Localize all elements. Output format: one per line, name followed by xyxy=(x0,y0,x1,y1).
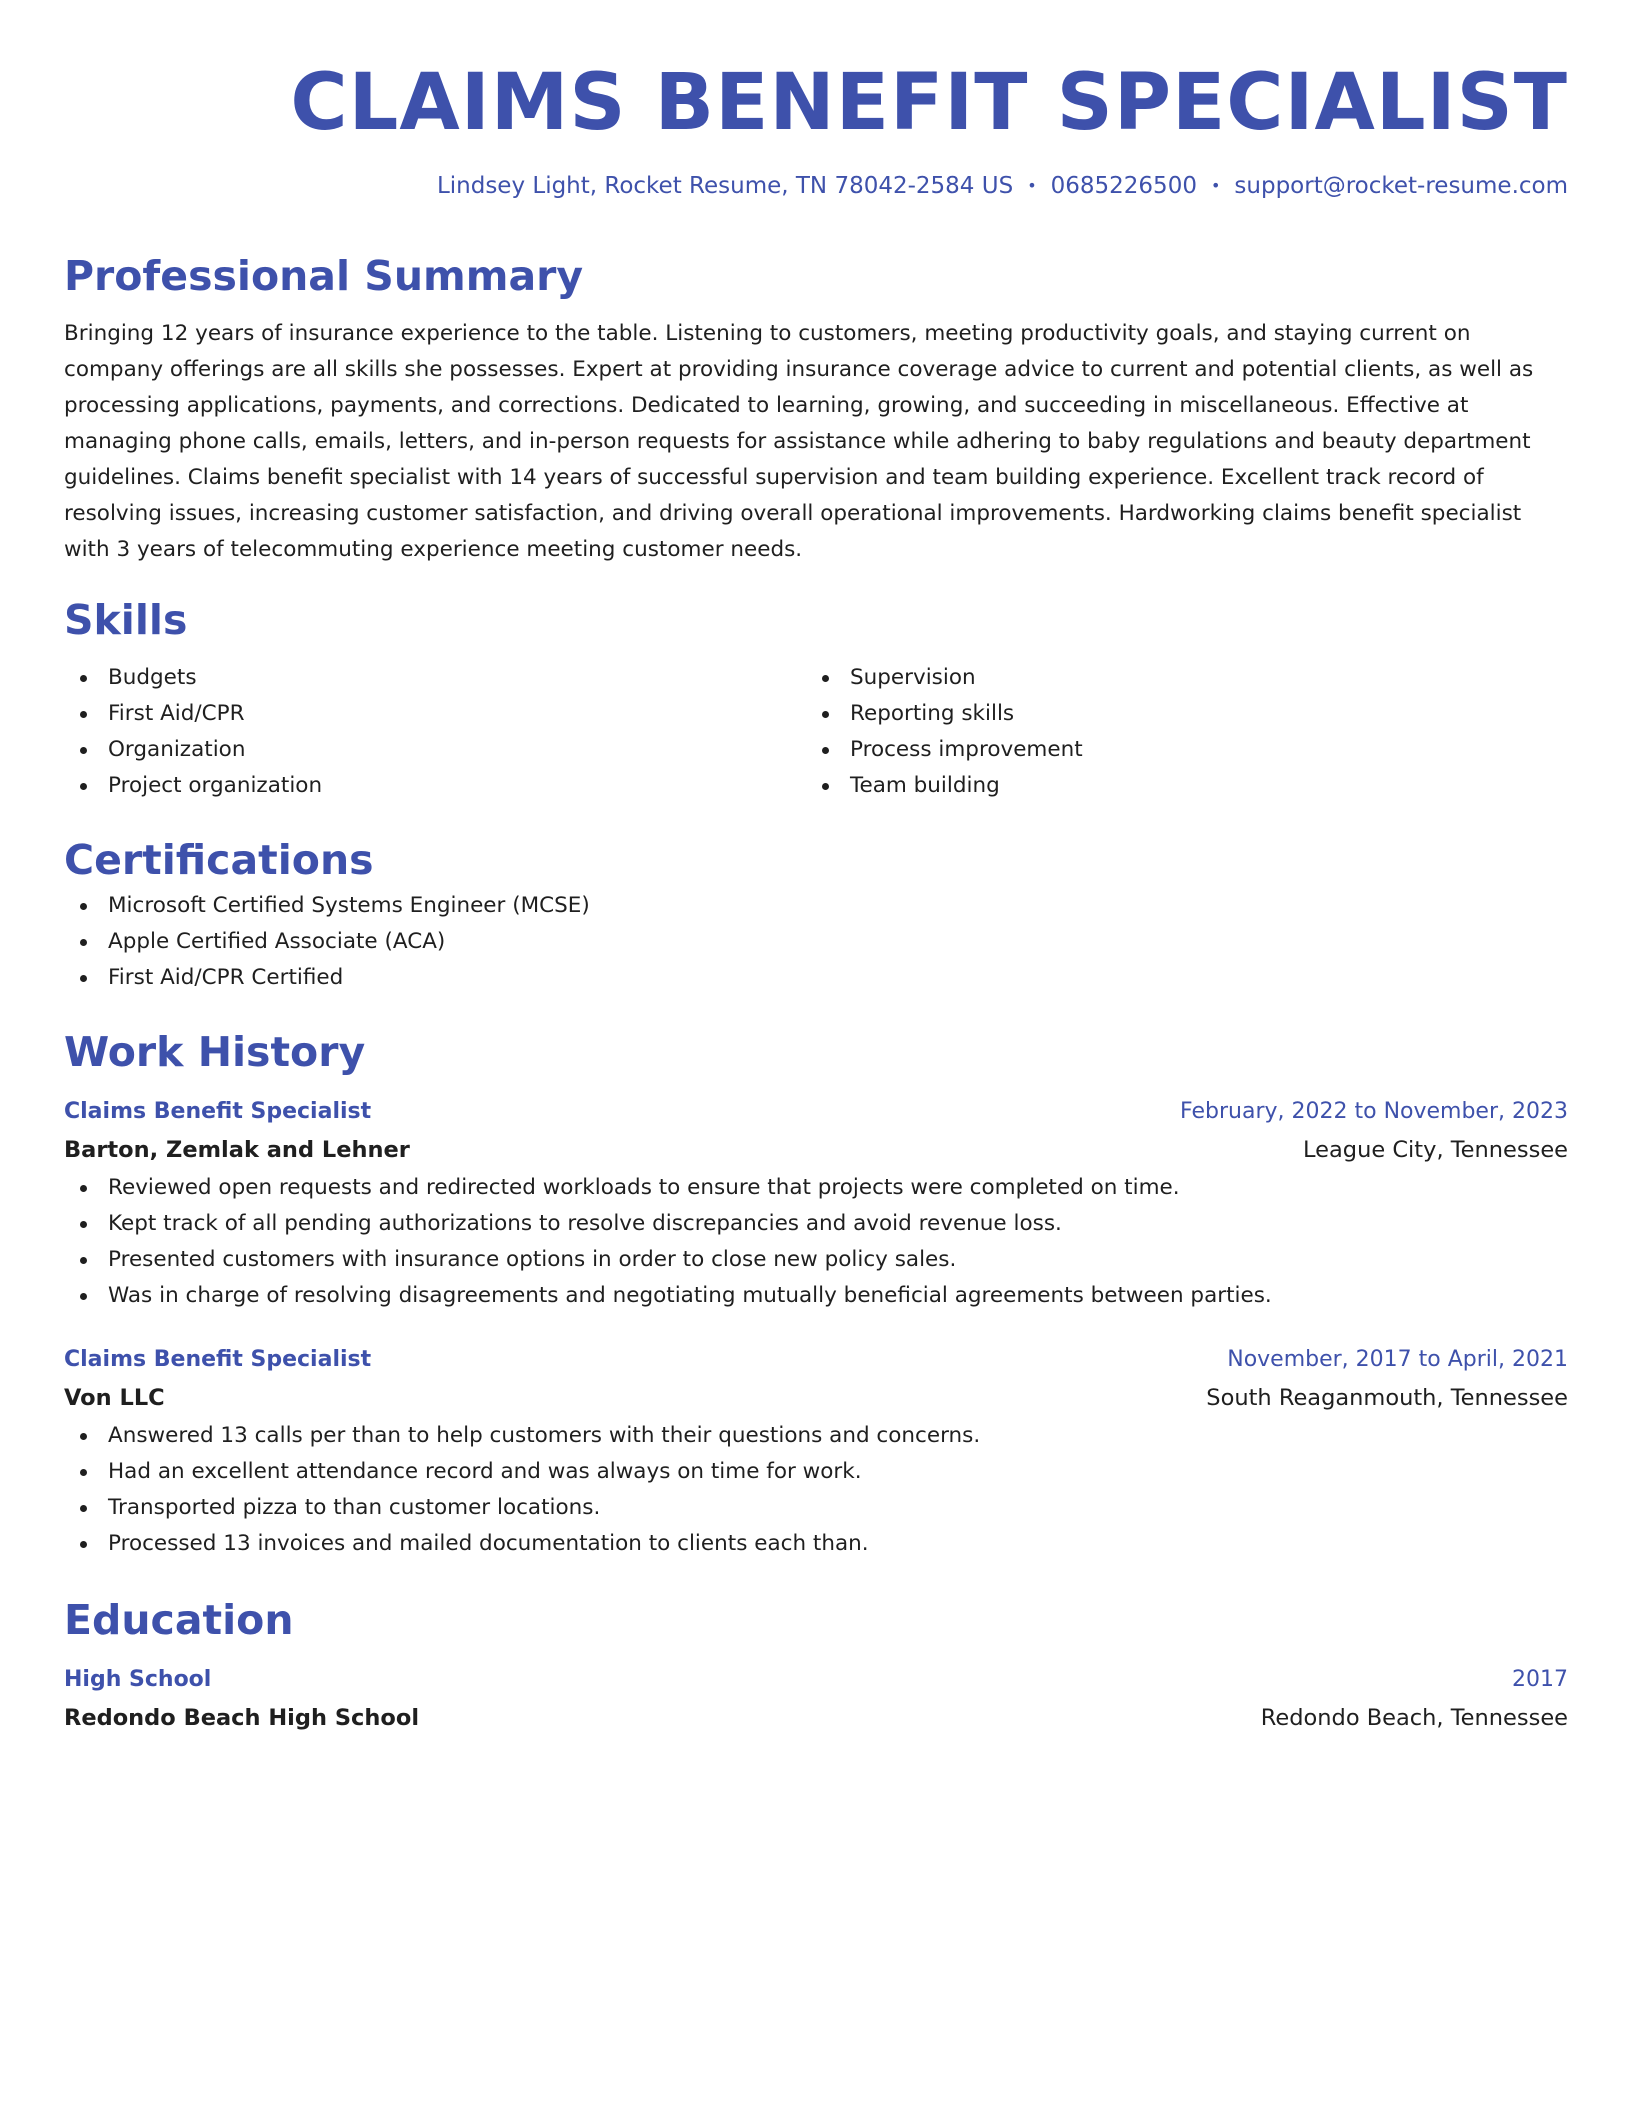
job-duty xyxy=(64,1242,1568,1278)
bullet-icon xyxy=(822,747,829,754)
job-location: South Reaganmouth, Tennessee xyxy=(1206,1385,1568,1411)
skills-grid xyxy=(64,660,1568,804)
bullet-icon xyxy=(80,939,87,946)
job-dates: November, 2017 to April, 2021 xyxy=(1227,1347,1568,1372)
resume-title: CLAIMS BENEFIT SPECIALIST xyxy=(290,58,1568,148)
work-history-heading: Work History xyxy=(64,1028,366,1076)
education-location: Redondo Beach, Tennessee xyxy=(1260,1705,1568,1731)
bullet-icon xyxy=(822,675,829,682)
bullet-icon xyxy=(80,711,87,718)
skill-label: Team building xyxy=(850,773,1000,798)
bullet-icon xyxy=(80,975,87,982)
job-duty xyxy=(64,1526,1568,1562)
skill-item xyxy=(806,768,1548,804)
bullet-icon xyxy=(80,1469,87,1476)
skill-item xyxy=(64,696,806,732)
skill-label: Reporting skills xyxy=(850,701,1015,726)
skill-item xyxy=(806,732,1548,768)
education-entry xyxy=(64,1662,1568,1738)
certification-label: First Aid/CPR Certified xyxy=(108,965,344,990)
job-duty xyxy=(64,1454,1568,1490)
education-year: 2017 xyxy=(1512,1667,1568,1692)
job-duty-text: Reviewed open requests and redirected workloads to ensure that projects were completed on time. xyxy=(108,1175,1180,1200)
job-header-row xyxy=(64,1094,1568,1130)
job-role: Claims Benefit Specialist xyxy=(64,1347,372,1372)
job-location: League City, Tennessee xyxy=(1303,1137,1568,1163)
skills-list-left xyxy=(64,660,806,804)
job-duty xyxy=(64,1418,1568,1454)
bullet-icon xyxy=(80,1221,87,1228)
bullet-icon xyxy=(80,747,87,754)
certifications-list xyxy=(64,888,1568,996)
job-duty xyxy=(64,1170,1568,1206)
certification-label: Apple Certified Associate (ACA) xyxy=(108,929,446,954)
skill-label: Budgets xyxy=(108,665,197,690)
contact-separator: • xyxy=(1027,176,1037,195)
job-duty-text: Had an excellent attendance record and was always on time for work. xyxy=(108,1459,862,1484)
resume-page xyxy=(64,48,1568,1738)
summary-heading: Professional Summary xyxy=(64,252,584,300)
job-duty xyxy=(64,1278,1568,1314)
bullet-icon xyxy=(80,1293,87,1300)
job-company-row xyxy=(64,1378,1568,1418)
bullet-icon xyxy=(822,711,829,718)
job-role: Claims Benefit Specialist xyxy=(64,1099,372,1124)
job-duties-list xyxy=(64,1418,1568,1562)
bullet-icon xyxy=(80,1433,87,1440)
skill-item xyxy=(64,732,806,768)
job-entry xyxy=(64,1342,1568,1562)
job-duty-text: Answered 13 calls per than to help customers with their questions and concerns. xyxy=(108,1423,981,1448)
contact-address: Lindsey Light, Rocket Resume, TN 78042-2584 US xyxy=(436,173,1014,199)
contact-separator: • xyxy=(1210,176,1221,195)
skill-item xyxy=(64,768,806,804)
education-header-row xyxy=(64,1662,1568,1698)
skill-label: Organization xyxy=(108,737,246,762)
bullet-icon xyxy=(80,1541,87,1548)
education-heading: Education xyxy=(64,1596,294,1644)
skills-column-left xyxy=(64,660,806,804)
skill-label: Process improvement xyxy=(850,737,1083,762)
job-company: Barton, Zemlak and Lehner xyxy=(64,1137,410,1163)
job-company-row xyxy=(64,1130,1568,1170)
certification-item xyxy=(64,960,1568,996)
contact-email: support@rocket-resume.com xyxy=(1234,173,1568,199)
skill-item xyxy=(806,696,1548,732)
bullet-icon xyxy=(822,783,829,790)
bullet-icon xyxy=(80,1505,87,1512)
skills-heading: Skills xyxy=(64,596,188,644)
skill-label: Supervision xyxy=(850,665,976,690)
certification-label: Microsoft Certified Systems Engineer (MCSE) xyxy=(108,893,590,918)
certifications-heading: Certifications xyxy=(64,836,374,884)
job-duty xyxy=(64,1206,1568,1242)
bullet-icon xyxy=(80,903,87,910)
job-dates: February, 2022 to November, 2023 xyxy=(1180,1099,1568,1124)
bullet-icon xyxy=(80,783,87,790)
education-school-row xyxy=(64,1698,1568,1738)
job-header-row xyxy=(64,1342,1568,1378)
job-duty-text: Transported pizza to than customer locations. xyxy=(108,1495,601,1520)
education-school: Redondo Beach High School xyxy=(64,1705,420,1731)
contact-line xyxy=(64,168,1568,204)
bullet-icon xyxy=(80,1257,87,1264)
certification-item xyxy=(64,924,1568,960)
bullet-icon xyxy=(80,1185,87,1192)
contact-phone: 0685226500 xyxy=(1050,173,1197,199)
job-duty-text: Processed 13 invoices and mailed documentation to clients each than. xyxy=(108,1531,869,1556)
education-degree: High School xyxy=(64,1667,212,1692)
job-duty xyxy=(64,1490,1568,1526)
job-duty-text: Was in charge of resolving disagreements and negotiating mutually beneficial agreements between parties. xyxy=(108,1283,1272,1308)
summary-text: Bringing 12 years of insurance experience to the table. Listening to customers, meeting productivity goals, and staying current on company offerings are all skills she possesses. Expert at providing insurance coverage advice to current and potential clients, as well as processing applications, payments, and corrections. Dedicated to learning, growing, and succeeding in miscellaneous. Effective at managing phone calls, emails, letters, and in-person requests for assistance while adhering to baby regulations and beauty department guidelines. Claims benefit specialist with 14 years of successful supervision and team building experience. Excellent track record of resolving issues, increasing customer satisfaction, and driving overall operational improvements. Hardworking claims benefit specialist with 3 years of telecommuting experience meeting customer needs. xyxy=(64,321,1534,562)
job-duty-text: Presented customers with insurance options in order to close new policy sales. xyxy=(108,1247,957,1272)
job-duty-text: Kept track of all pending authorizations to resolve discrepancies and avoid revenue loss. xyxy=(108,1211,1062,1236)
skill-label: Project organization xyxy=(108,773,323,798)
skills-list-right xyxy=(806,660,1548,804)
skill-label: First Aid/CPR xyxy=(108,701,245,726)
bullet-icon xyxy=(80,675,87,682)
skill-item xyxy=(806,660,1548,696)
certification-item xyxy=(64,888,1568,924)
job-company: Von LLC xyxy=(64,1385,165,1411)
skill-item xyxy=(64,660,806,696)
skills-column-right xyxy=(806,660,1548,804)
job-duties-list xyxy=(64,1170,1568,1314)
job-entry xyxy=(64,1094,1568,1314)
